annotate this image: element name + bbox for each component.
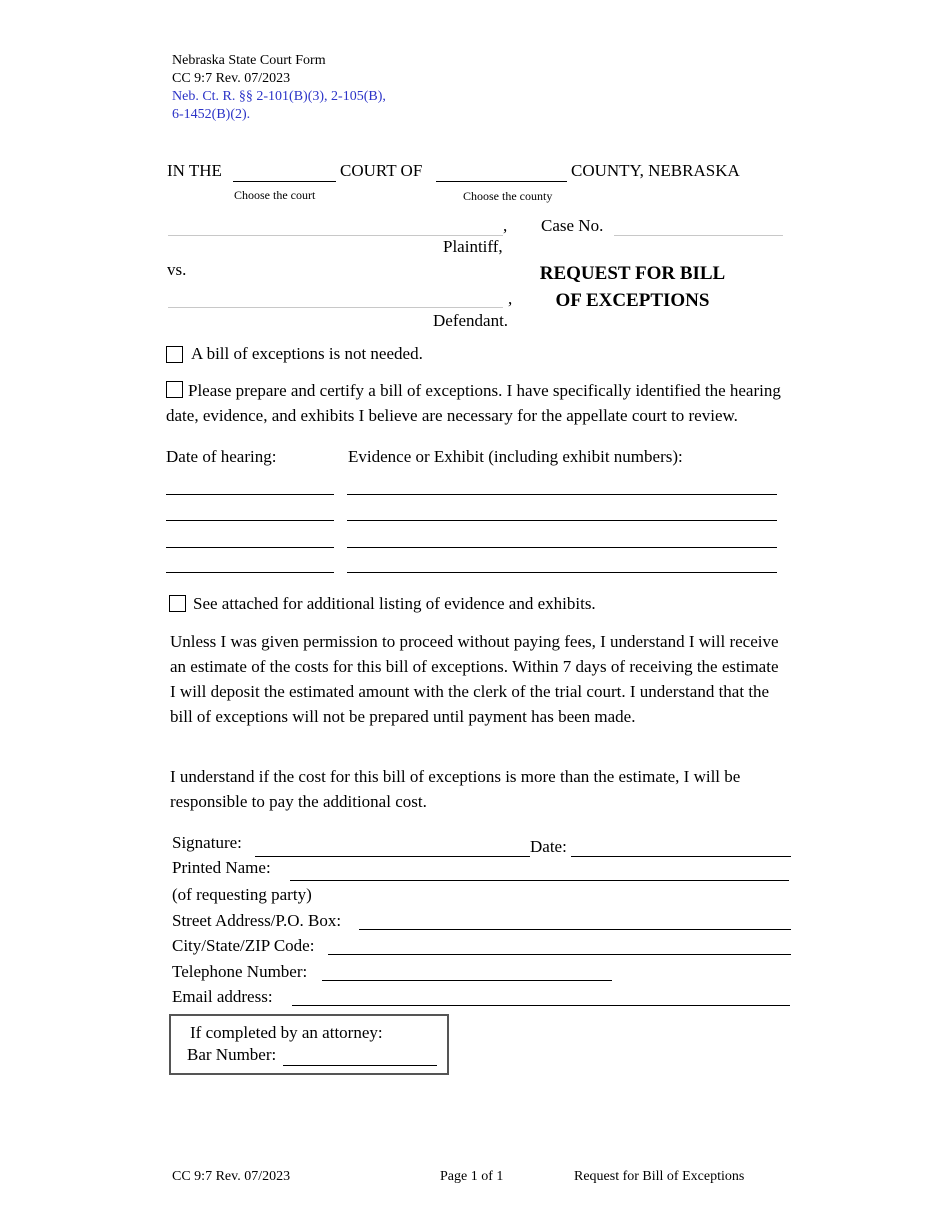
prepare-label: Please prepare and certify a bill of exceptions. I have specifically identified the hearing date, evidence, and exhibits I believe are necessary for the appellate court to review. <box>166 381 781 425</box>
choose-court-hint: Choose the court <box>234 188 316 202</box>
evidence-header: Evidence or Exhibit (including exhibit numbers): <box>348 447 683 466</box>
evidence-field-3[interactable] <box>347 547 777 548</box>
rule-citation-line1[interactable]: Neb. Ct. R. §§ 2-101(B)(3), 2-105(B), <box>172 89 386 104</box>
printed-name-field[interactable] <box>290 880 789 881</box>
requesting-party-note: (of requesting party) <box>172 885 312 904</box>
form-title <box>520 260 745 314</box>
footer-title: Request for Bill of Exceptions <box>574 1169 745 1184</box>
signature-label: Signature: <box>172 833 242 852</box>
hearing-date-field-4[interactable] <box>166 572 334 573</box>
hearing-date-field-2[interactable] <box>166 520 334 521</box>
telephone-field[interactable] <box>322 980 612 981</box>
additional-cost-paragraph: I understand if the cost for this bill of exceptions is more than the estimate, I will be responsible to pay the additional cost. <box>170 767 741 811</box>
court-select-field[interactable] <box>233 181 336 182</box>
plaintiff-name-field[interactable] <box>168 235 503 236</box>
see-attached-label: See attached for additional listing of evidence and exhibits. <box>193 594 596 613</box>
court-of-label: COURT OF <box>340 161 423 180</box>
signature-field[interactable] <box>255 856 530 857</box>
attorney-note: If completed by an attorney: <box>190 1023 383 1042</box>
choose-county-hint: Choose the county <box>463 189 553 203</box>
bar-number-field[interactable] <box>283 1065 437 1066</box>
form-title-line1: REQUEST FOR BILL <box>539 263 726 284</box>
in-the-label: IN THE <box>167 161 222 180</box>
email-label: Email address: <box>172 987 273 1006</box>
form-number: CC 9:7 Rev. 07/2023 <box>172 71 291 86</box>
case-number-field[interactable] <box>614 235 783 236</box>
evidence-field-1[interactable] <box>347 494 777 495</box>
plaintiff-label: Plaintiff, <box>443 237 503 256</box>
footer-page-number: Page 1 of 1 <box>440 1169 504 1184</box>
city-state-zip-field[interactable] <box>328 954 791 955</box>
street-address-field[interactable] <box>359 929 791 930</box>
footer-form-number: CC 9:7 Rev. 07/2023 <box>172 1169 291 1184</box>
street-address-label: Street Address/P.O. Box: <box>172 911 342 930</box>
defendant-label: Defendant. <box>433 311 509 330</box>
payment-paragraph: Unless I was given permission to proceed without paying fees, I understand I will receive an estimate of the costs for this bill of exceptions. Within 7 days of receiving the estimate I will deposit the estimated amount with the clerk of the trial court. I understand that the bill of exceptions will not be prepared until payment has been made. <box>170 632 779 726</box>
county-nebraska-label: COUNTY, NEBRASKA <box>571 161 740 180</box>
defendant-name-field[interactable] <box>168 307 503 308</box>
bar-number-label: Bar Number: <box>187 1045 277 1064</box>
printed-name-label: Printed Name: <box>172 858 271 877</box>
plaintiff-comma: , <box>503 216 508 235</box>
case-number-label: Case No. <box>541 216 604 235</box>
email-field[interactable] <box>292 1005 790 1006</box>
rule-citation-line2[interactable]: 6-1452(B)(2). <box>172 107 251 122</box>
form-title-line2: OF EXCEPTIONS <box>555 290 710 311</box>
telephone-label: Telephone Number: <box>172 962 308 981</box>
county-select-field[interactable] <box>436 181 567 182</box>
form-name: Nebraska State Court Form <box>172 53 326 68</box>
date-field[interactable] <box>571 856 791 857</box>
defendant-comma: , <box>508 289 513 308</box>
versus-label: vs. <box>167 260 187 279</box>
see-attached-checkbox[interactable] <box>169 595 186 612</box>
evidence-field-4[interactable] <box>347 572 777 573</box>
evidence-field-2[interactable] <box>347 520 777 521</box>
hearing-date-field-3[interactable] <box>166 547 334 548</box>
city-state-zip-label: City/State/ZIP Code: <box>172 936 315 955</box>
date-label: Date: <box>530 837 567 856</box>
hearing-date-field-1[interactable] <box>166 494 334 495</box>
not-needed-label: A bill of exceptions is not needed. <box>191 344 423 363</box>
date-of-hearing-header: Date of hearing: <box>166 447 277 466</box>
not-needed-checkbox[interactable] <box>166 346 183 363</box>
